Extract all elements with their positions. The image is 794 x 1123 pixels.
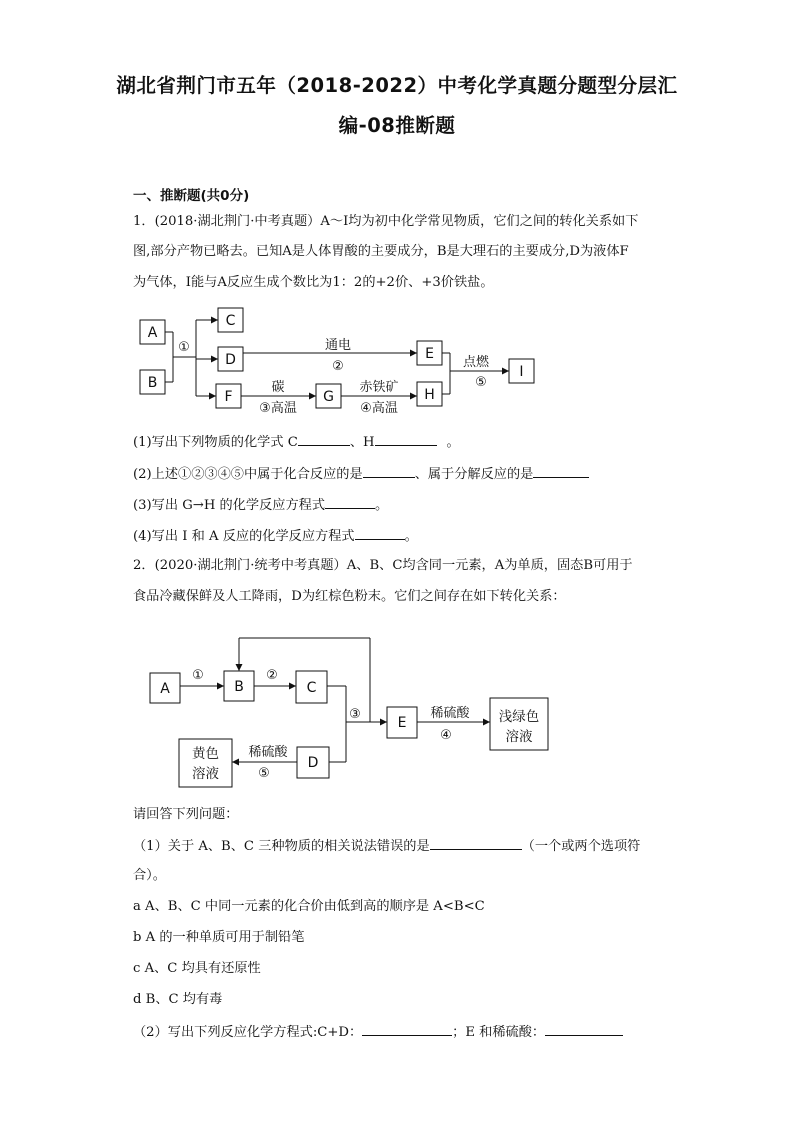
q1-part-1-text-a: (1)写出下列物质的化学式 C xyxy=(133,435,298,450)
q1-label-r5: ⑤ xyxy=(475,375,487,390)
q2-sub-1-cont: 合）。 xyxy=(133,868,166,883)
q1-part-4-text-b: 。 xyxy=(404,529,418,544)
q2-node-C: C xyxy=(306,680,317,696)
q1-node-G: G xyxy=(323,389,334,405)
q2-label-dilute-acid-d: 稀硫酸 xyxy=(248,745,288,760)
q2-label-dilute-acid-e: 稀硫酸 xyxy=(430,706,470,721)
q1-part-3-text-b: 。 xyxy=(375,498,389,513)
q2-yellow-line-2: 溶液 xyxy=(192,766,219,782)
q2-green-line-1: 浅绿色 xyxy=(498,709,540,725)
q1-stem-line-1: 1．(2018·湖北荆门·中考真题）A～I均为初中化学常见物质，它们之间的转化关系如下 xyxy=(133,214,639,229)
q2-node-D: D xyxy=(307,755,319,771)
q2-node-E: E xyxy=(397,715,407,731)
q1-node-A: A xyxy=(147,325,158,341)
q1-part-1-text-b: 、H xyxy=(349,435,375,450)
q1-node-D: D xyxy=(225,352,236,368)
q1-node-B: B xyxy=(147,375,158,391)
q2-green-line-2: 溶液 xyxy=(505,729,533,745)
q1-label-carbon: 碳 xyxy=(271,380,285,395)
q1-label-ignite: 点燃 xyxy=(462,355,490,370)
q2-blank-wrong-statement[interactable] xyxy=(430,835,522,850)
q2-prompt: 请回答下列问题： xyxy=(133,807,239,822)
q2-option-a: a A、B、C 中同一元素的化合价由低到高的顺序是 A<B<C xyxy=(133,899,485,914)
q1-part-2-text-b: 、属于分解反应的是 xyxy=(414,467,534,482)
q1-node-F: F xyxy=(224,389,233,405)
q2-node-B: B xyxy=(234,679,244,695)
q2-blank-c-plus-d[interactable] xyxy=(362,1021,452,1036)
q1-part-3-text-a: (3)写出 G→H 的化学反应方程式 xyxy=(133,498,326,513)
q2-sub-2-text-b: ；E 和稀硫酸： xyxy=(452,1025,546,1040)
q1-label-r4: ④高温 xyxy=(360,401,398,416)
q2-stem-line-1: 2．(2020·湖北荆门·统考中考真题）A、B、C均含同一元素，A为单质，固态B可用于 xyxy=(133,558,633,573)
q1-label-r1: ① xyxy=(178,340,190,355)
q1-label-r3: ③高温 xyxy=(259,401,297,416)
q1-stem-line-2: 图,部分产物已略去。已知A是人体胃酸的主要成分，B是大理石的主要成分,D为液体F xyxy=(133,244,629,259)
section-heading: 一、推断题(共0分) xyxy=(133,188,250,204)
q2-option-c: c A、C 均具有还原性 xyxy=(133,961,261,976)
q2-sub-1 xyxy=(133,835,640,857)
q2-yellow-line-1: 黄色 xyxy=(192,746,219,762)
q1-node-E: E xyxy=(425,346,434,362)
page-title-line-1: 湖北省荆门市五年（2018-2022）中考化学真题分题型分层汇 xyxy=(116,74,678,97)
q1-stem-line-3: 为气体，I能与A反应生成个数比为1：2的+2价、+3价铁盐。 xyxy=(133,275,494,290)
q1-node-I: I xyxy=(519,364,524,380)
q2-label-r5: ⑤ xyxy=(258,766,270,781)
q1-label-r2: ② xyxy=(332,359,344,374)
q2-label-r1: ① xyxy=(192,668,204,683)
q2-blank-e-acid[interactable] xyxy=(545,1021,623,1036)
q2-label-r2: ② xyxy=(266,668,278,683)
q2-sub-2-text-a: （2）写出下列反应化学方程式:C+D： xyxy=(133,1025,363,1040)
q1-node-C: C xyxy=(225,313,236,329)
q2-option-d: d B、C 均有毒 xyxy=(133,992,223,1007)
q1-part-1-text-c: 。 xyxy=(446,435,460,450)
q1-part-4-text-a: (4)写出 I 和 A 反应的化学反应方程式 xyxy=(133,529,355,544)
q2-sub-1-text-b: （一个或两个选项符 xyxy=(521,839,641,854)
q2-node-A: A xyxy=(160,681,170,697)
q2-stem-line-2: 食品冷藏保鲜及人工降雨，D为红棕色粉末。它们之间存在如下转化关系： xyxy=(133,589,566,604)
page-title-line-2: 编-08推断题 xyxy=(338,114,456,137)
q2-sub-1-text-a: （1）关于 A、B、C 三种物质的相关说法错误的是 xyxy=(133,839,430,854)
q1-label-hematite: 赤铁矿 xyxy=(359,380,399,395)
q2-label-r4: ④ xyxy=(440,728,452,743)
q2-option-b: b A 的一种单质可用于制铅笔 xyxy=(133,930,305,945)
q2-label-r3: ③ xyxy=(349,707,361,722)
q1-node-H: H xyxy=(424,387,435,403)
q1-label-electrolysis: 通电 xyxy=(324,338,352,353)
q1-part-2-text-a: (2)上述①②③④⑤中属于化合反应的是 xyxy=(133,467,363,482)
q2-sub-2 xyxy=(133,1021,623,1043)
